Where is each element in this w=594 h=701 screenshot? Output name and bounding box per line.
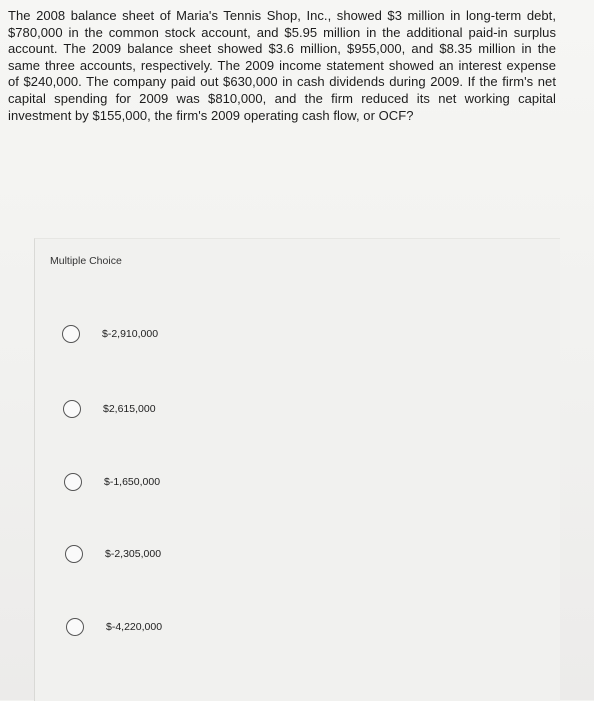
radio-button-icon[interactable]	[66, 618, 84, 636]
option-label: $-4,220,000	[106, 621, 163, 633]
option-label: $-1,650,000	[104, 476, 161, 488]
option-label: $-2,910,000	[102, 328, 159, 340]
radio-button-icon[interactable]	[64, 473, 82, 491]
radio-button-icon[interactable]	[65, 545, 83, 563]
question-text: The 2008 balance sheet of Maria's Tennis Shop, Inc., showed $3 million in long-term debt, $780,000 in the common stock account, and $5.95 million in the additional paid-in surplus account. The 2009 balance sheet showed $3.6 million, $955,000, and $8.35 million in the same three accounts, respectively. The 2009 income statement showed an interest expense of $240,000. The company paid out $630,000 in cash dividends during 2009. If the firm's net capital spending for 2009 was $810,000, and the firm reduced its net working capital investment by $155,000, the firm's 2009 operating cash flow, or OCF?	[8, 8, 556, 123]
option-label: $2,615,000	[103, 403, 156, 415]
multiple-choice-label: Multiple Choice	[50, 255, 122, 267]
option-label: $-2,305,000	[105, 548, 162, 560]
option-5[interactable]	[66, 618, 162, 636]
option-3[interactable]	[64, 473, 160, 491]
radio-button-icon[interactable]	[62, 325, 80, 343]
option-4[interactable]	[65, 545, 161, 563]
option-2[interactable]	[63, 400, 156, 418]
radio-button-icon[interactable]	[63, 400, 81, 418]
option-1[interactable]	[62, 325, 158, 343]
